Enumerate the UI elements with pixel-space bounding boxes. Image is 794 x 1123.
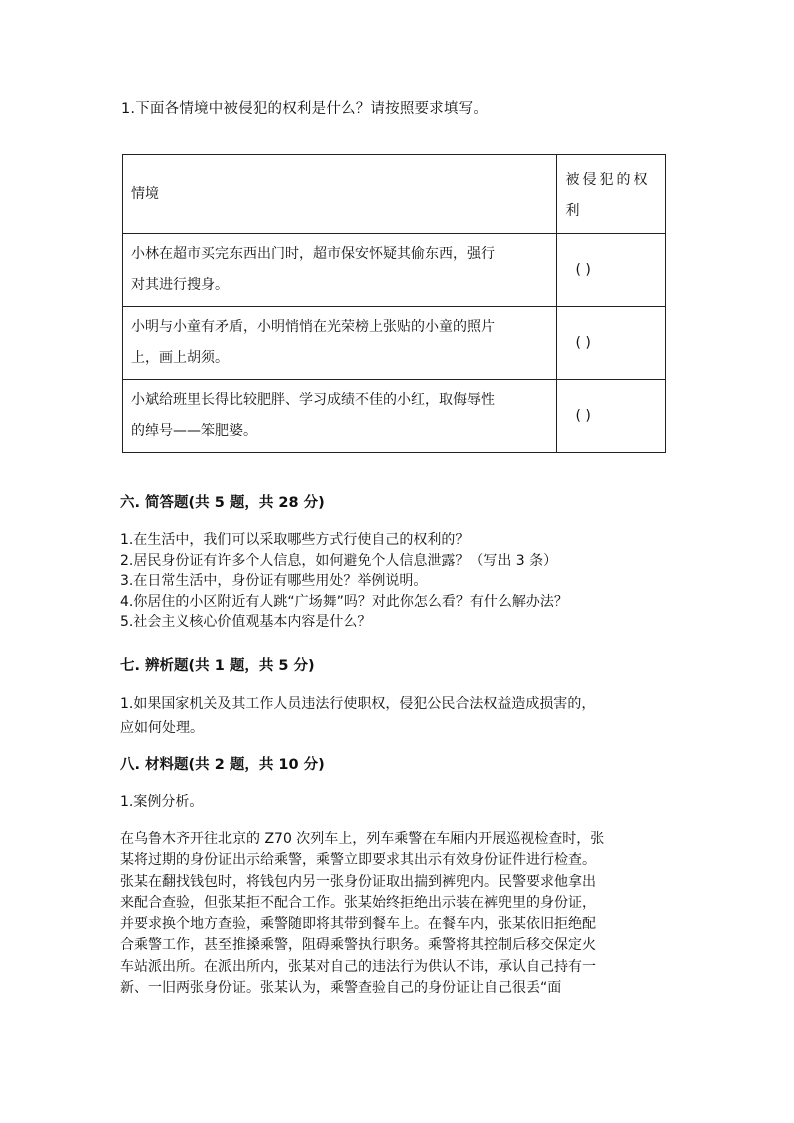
table-header-row	[123, 155, 666, 234]
situation-line: 对其进行搜身。	[131, 277, 229, 293]
table-row	[123, 380, 666, 453]
answer-blank[interactable]: ( )	[575, 335, 591, 351]
case-line: 合乘警工作，甚至推搡乘警，阻碍乘警执行职务。乘警将其控制后移交保定火	[120, 937, 596, 954]
case-line: 并要求换个地方查验，乘警随即将其带到餐车上。在餐车内，张某依旧拒绝配	[120, 916, 596, 933]
header-situation-cell	[123, 155, 557, 234]
situation-cell	[123, 234, 557, 307]
header-right-line1: 被侵犯的权	[565, 172, 651, 188]
section-8-item-1: 1.案例分析。	[120, 794, 204, 810]
list-item: 2.居民身份证有许多个人信息，如何避免个人信息泄露？（写出 3 条）	[120, 552, 558, 569]
question-line: 1.如果国家机关及其工作人员违法行使职权，侵犯公民合法权益造成损害的，	[120, 696, 596, 712]
section-7-question	[120, 692, 676, 740]
list-item: 1.在生活中，我们可以采取哪些方式行使自己的权利的？	[120, 532, 470, 548]
header-right-line2: 利	[565, 203, 583, 219]
case-paragraph	[120, 829, 676, 999]
list-item: 4.你居住的小区附近有人跳“广场舞”吗？对此你怎么看？有什么解办法？	[120, 593, 568, 610]
table-row	[123, 234, 666, 307]
situation-line: 小明与小童有矛盾，小明悄悄在光荣榜上张贴的小童的照片	[131, 319, 495, 335]
case-line: 车站派出所。在派出所内，张某对自己的违法行为供认不讳，承认自己持有一	[120, 958, 596, 975]
section-6-title: 六. 简答题(共 5 题，共 28 分)	[120, 495, 325, 511]
section-7-title: 七. 辨析题(共 1 题，共 5 分)	[120, 658, 315, 674]
section-8-title: 八. 材料题(共 2 题，共 10 分)	[120, 757, 325, 773]
situation-cell	[123, 380, 557, 453]
header-situation: 情境	[131, 185, 159, 202]
case-line: 来配合查验，但张某拒不配合工作。张某始终拒绝出示装在裤兜里的身份证，	[120, 894, 596, 911]
case-line: 某将过期的身份证出示给乘警，乘警立即要求其出示有效身份证件进行检查。	[120, 852, 596, 869]
section-6-questions	[120, 530, 680, 633]
header-violated-right	[557, 155, 665, 233]
answer-cell[interactable]	[557, 380, 666, 453]
answer-blank[interactable]: ( )	[575, 408, 591, 424]
situation-line: 小林在超市买完东西出门时，超市保安怀疑其偷东西，强行	[131, 246, 495, 262]
situation-line: 小斌给班里长得比较肥胖、学习成绩不佳的小红，取侮辱性	[131, 392, 495, 408]
answer-cell[interactable]	[557, 307, 666, 380]
rights-table	[122, 154, 666, 453]
case-line: 在乌鲁木齐开往北京的 Z70 次列车上，列车乘警在车厢内开展巡视检查时，张	[120, 831, 605, 847]
answer-cell[interactable]	[557, 234, 666, 307]
case-line: 张某在翻找钱包时，将钱包内另一张身份证取出揣到裤兜内。民警要求他拿出	[120, 873, 596, 890]
table-row	[123, 307, 666, 380]
answer-blank[interactable]: ( )	[575, 262, 591, 278]
question-1-intro: 1.下面各情境中被侵犯的权利是什么？请按照要求填写。	[121, 101, 489, 117]
header-right-cell	[557, 155, 666, 234]
list-item: 5.社会主义核心价值观基本内容是什么？	[120, 614, 372, 630]
situation-cell	[123, 307, 557, 380]
case-line: 新、一旧两张身份证。张某认为，乘警查验自己的身份证让自己很丢“面	[120, 980, 562, 997]
question-line: 应如何处理。	[120, 720, 204, 736]
list-item: 3.在日常生活中，身份证有哪些用处？举例说明。	[120, 573, 428, 589]
situation-line: 上，画上胡须。	[131, 350, 229, 366]
situation-line: 的绰号——笨肥婆。	[131, 423, 257, 439]
